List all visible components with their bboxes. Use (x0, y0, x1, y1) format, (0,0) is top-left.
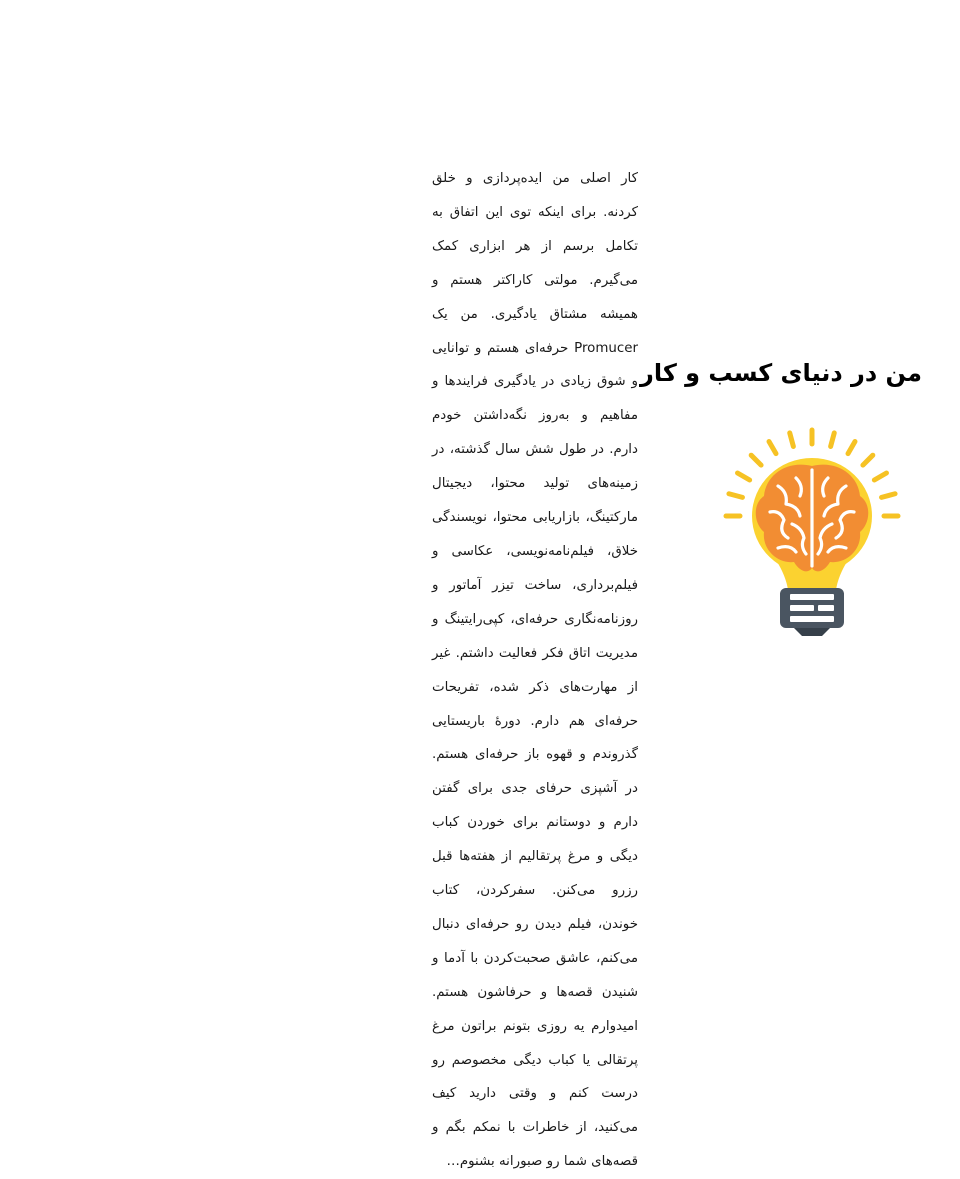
body-paragraph: کار اصلی من ایده‌پردازی و خلق کردنه. برای اینکه توی این اتفاق به تکامل برسم از هر ابزاری کمک می‌گیرم. مولتی کاراکتر هستم و همیشه مشتاق یادگیری. من یک Promucer حرفه‌ای هستم و توانایی و شوق زیادی در یادگیری فرایندها و مفاهیم و به‌روز نگه‌داشتن خودم دارم. در طول شش سال گذشته، در زمینه‌های تولید محتوا، دیجیتال مارکتینگ، بازاریابی محتوا، نویسندگی خلاق، فیلم‌نامه‌نویسی، عکاسی و فیلم‌برداری، ساخت تیزر آماتور و روزنامه‌نگاری حرفه‌ای، کپی‌رایتینگ و مدیریت اتاق فکر فعالیت داشتم. غیر از مهارت‌های ذکر شده، تفریحات حرفه‌ای هم دارم. دورهٔ باریستایی گذروندم و قهوه باز حرفه‌ای هستم. در آشپزی حرفای جدی برای گفتن دارم و دوستانم برای خوردن کباب دیگی و مرغ پرتقالیم از هفته‌ها قبل رزرو می‌کنن. سفرکردن، کتاب خوندن، فیلم دیدن رو حرفه‌ای دنبال می‌کنم، عاشق صحبت‌کردن با آدما و شنیدن قصه‌ها و حرفاشون هستم. امیدوارم یه روزی بتونم براتون مرغ پرتقالی یا کباب دیگی مخصوصم رو درست کنم و وقتی دارید کیف می‌کنید، از خاطرات با نمکم بگم و قصه‌های شما رو صبورانه بشنوم… (432, 171, 638, 1170)
light-ray (831, 433, 835, 447)
light-ray (863, 455, 873, 465)
light-ray (874, 473, 886, 480)
light-ray (738, 473, 750, 480)
bulb-base (780, 588, 844, 636)
light-ray (751, 455, 761, 465)
light-ray (882, 494, 896, 498)
light-ray (848, 442, 855, 454)
slide-title: من در دنیای کسب و کار (640, 359, 922, 387)
lightbulb-brain-icon (708, 420, 918, 640)
light-ray (729, 494, 743, 498)
light-ray (769, 442, 776, 454)
light-ray (790, 433, 794, 447)
